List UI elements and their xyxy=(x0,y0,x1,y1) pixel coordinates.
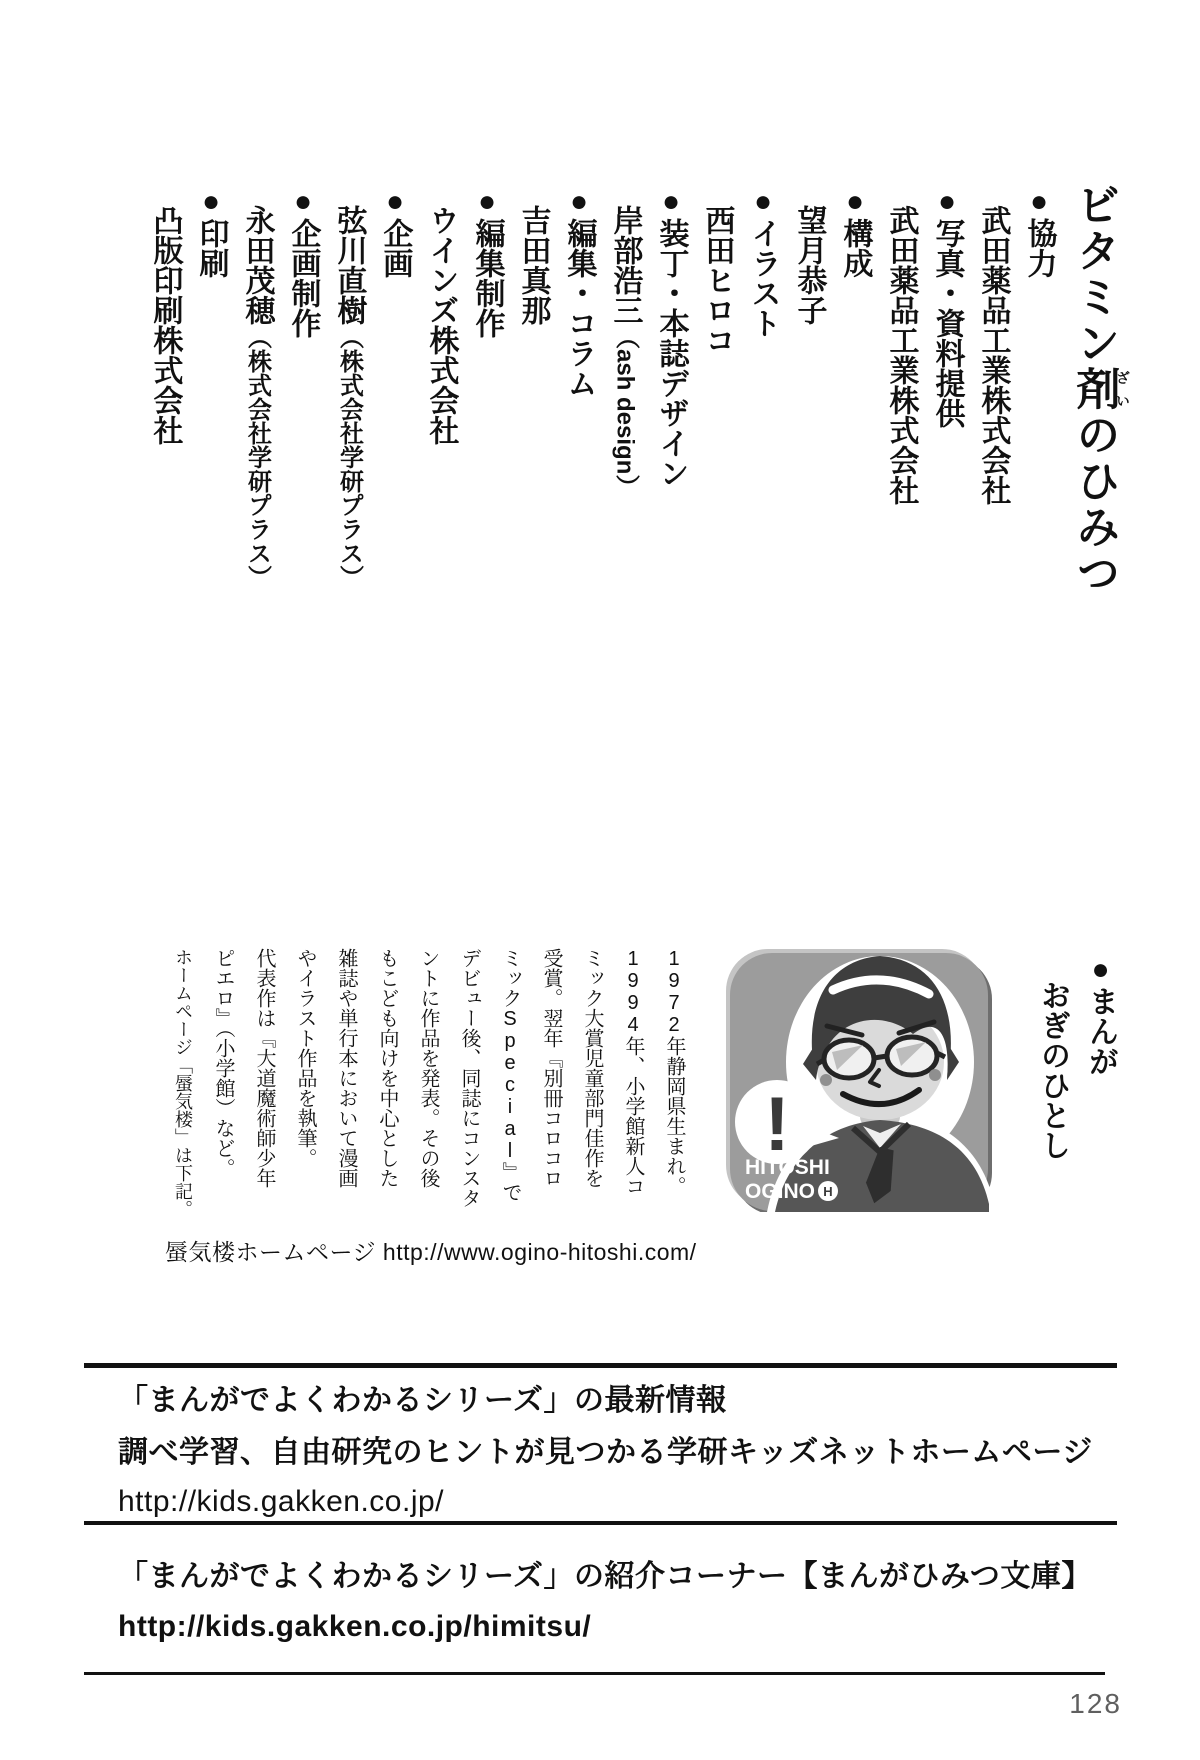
credit-name-edit-production xyxy=(426,205,456,712)
book-title xyxy=(1069,182,1131,712)
credit-label-printing: ●印刷 xyxy=(194,185,228,278)
credit-label-design: ●装丁・本誌デザイン xyxy=(654,185,688,488)
glasses-bridge xyxy=(874,1056,887,1058)
book-title-ruby xyxy=(1069,366,1131,412)
bio-line: ントに作品を発表。その後 xyxy=(417,948,439,1188)
credit-name-illustration xyxy=(702,205,732,712)
bio-line: 1972年静岡県生まれ。 xyxy=(663,948,685,1196)
credit-name-text: ウインズ株式会社 xyxy=(424,205,458,445)
series-info-block xyxy=(118,1384,1093,1519)
glasses-temple-left xyxy=(817,1060,824,1064)
glasses-right-lens xyxy=(887,1037,937,1075)
bio-line: 1994年、小学館新人コ xyxy=(622,948,644,1196)
credits-section xyxy=(134,182,1131,712)
horizontal-rule-top xyxy=(84,1363,1117,1368)
credit-name-editing-column xyxy=(518,205,548,712)
credit-name-paren: （ash design） xyxy=(611,325,639,499)
credit-name-text: 岸部浩三 xyxy=(608,205,642,325)
book-title-part1: ビタミン xyxy=(1069,182,1119,366)
horizontal-rule-bottom xyxy=(84,1672,1105,1675)
bio-line: もこども向けを中心とした xyxy=(376,948,398,1188)
bio-line: ピエロ』（小学館）など。 xyxy=(212,948,234,1178)
credit-name-text: 吉田真那 xyxy=(516,205,550,325)
book-title-furigana: ざい xyxy=(1115,366,1131,412)
credit-label-planning-production: ●企画制作 xyxy=(286,185,320,338)
credit-label-cooperation: ●協力 xyxy=(1022,185,1056,278)
series-info-line1: 「まんがでよくわかるシリーズ」の最新情報 xyxy=(118,1384,727,1417)
author-bio xyxy=(153,948,684,1260)
author-avatar-illustration xyxy=(715,912,1005,1212)
credit-label-planning: ●企画 xyxy=(378,185,412,278)
badge-h-icon-letter: H xyxy=(823,1184,833,1199)
credit-name-cooperation xyxy=(978,205,1008,712)
author-section-label xyxy=(1037,953,1115,1383)
credit-name-text: 武田薬品工業株式会社 xyxy=(976,205,1010,505)
credit-name-design xyxy=(610,205,640,712)
credit-name-paren: （株式会社学研プラス） xyxy=(335,325,363,589)
author-homepage-url: 蜃気楼ホームページ http://www.ogino-hitoshi.com/ xyxy=(165,1239,697,1265)
horizontal-rule-middle xyxy=(84,1521,1117,1525)
credit-label-composition: ●構成 xyxy=(838,185,872,278)
credit-name-paren: （株式会社学研プラス） xyxy=(243,325,271,589)
credit-name-photo xyxy=(886,205,916,712)
credit-name-printing xyxy=(150,205,180,712)
bio-line: 代表作は『大道魔術師少年 xyxy=(253,948,275,1188)
manga-credit-label: ●まんが xyxy=(1084,953,1117,1076)
credit-label-illustration: ●イラスト xyxy=(746,185,780,338)
credit-name-text: 西田ヒロコ xyxy=(700,205,734,355)
author-avatar xyxy=(715,912,1005,1212)
series-corner-url: http://kids.gakken.co.jp/himitsu/ xyxy=(118,1609,592,1643)
series-corner-block xyxy=(118,1560,1092,1644)
credit-label-edit-production: ●編集制作 xyxy=(470,185,504,338)
bio-line: デビュー後、同誌にコンスタ xyxy=(458,948,480,1208)
bio-line: ミックSpecial』で xyxy=(499,948,521,1202)
cheek-right xyxy=(929,1069,941,1081)
credit-name-text: 武田薬品工業株式会社 xyxy=(884,205,918,505)
credit-name-planning-production xyxy=(242,205,272,712)
credit-name-composition xyxy=(794,205,824,712)
credit-name-text: 弦川直樹 xyxy=(332,205,366,325)
page-number: 128 xyxy=(1069,1688,1122,1719)
series-corner-line1: 「まんがでよくわかるシリーズ」の紹介コーナー【まんがひみつ文庫】 xyxy=(118,1560,1092,1593)
credit-name-text: 凸版印刷株式会社 xyxy=(148,205,182,445)
series-info-line2: 調べ学習、自由研究のヒントが見つかる学研キッズネットホームページ xyxy=(118,1435,1093,1469)
glasses-left-lens xyxy=(824,1040,874,1078)
cheek-left xyxy=(820,1074,832,1086)
bio-line: 受賞。翌年『別冊コロコロ xyxy=(540,948,562,1188)
credit-name-planning xyxy=(334,205,364,712)
credit-name-text: 望月恭子 xyxy=(792,205,826,325)
bio-line: ミック大賞児童部門佳作を xyxy=(581,948,603,1188)
book-title-part2: のひみつ xyxy=(1069,412,1119,596)
exclamation-mark: ! xyxy=(764,1082,790,1167)
credit-label-photo: ●写真・資料提供 xyxy=(930,185,964,428)
credit-label-editing-column: ●編集・コラム xyxy=(562,185,596,398)
series-info-url: http://kids.gakken.co.jp/ xyxy=(118,1485,445,1518)
badge-text-top: HITOSHI xyxy=(745,1156,830,1179)
author-name: おぎのひとし xyxy=(1036,980,1069,1160)
bio-line: ホームページ「蜃気楼」は下記。 xyxy=(173,948,193,1218)
badge-text-bottom: OGINO xyxy=(745,1180,816,1203)
book-title-ruby-base: 剤 xyxy=(1069,366,1119,412)
bio-line: 雑誌や単行本において漫画 xyxy=(335,948,357,1188)
bio-line: やイラスト作品を執筆。 xyxy=(294,948,316,1168)
credit-name-text: 永田茂穂 xyxy=(240,205,274,325)
